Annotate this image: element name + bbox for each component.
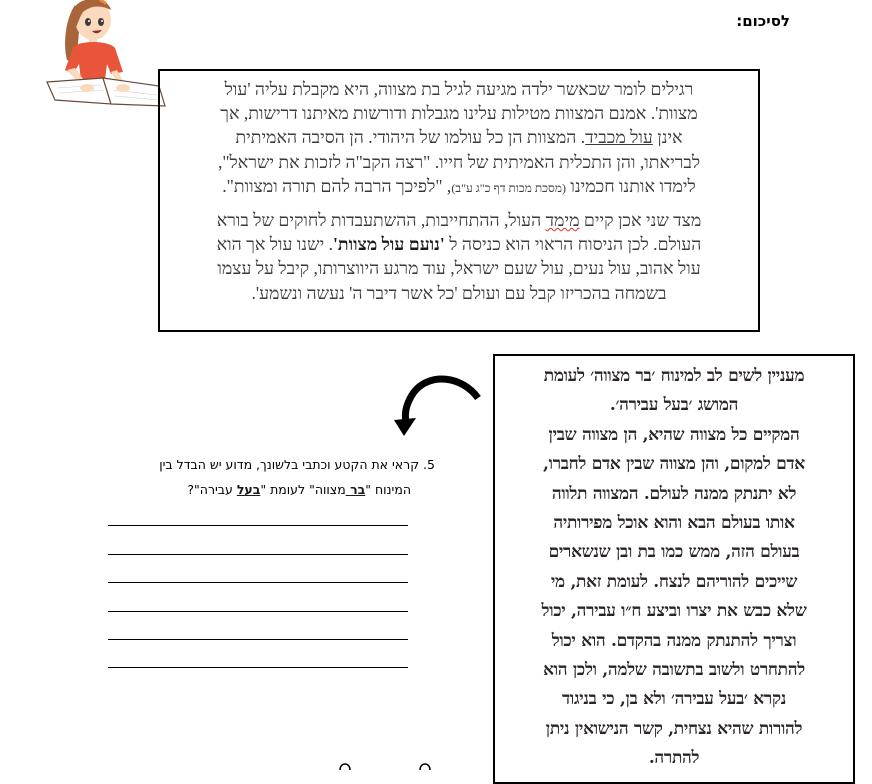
girl-reading-illustration: [45, 0, 170, 108]
answer-line-1[interactable]: [108, 525, 408, 526]
answer-line-5[interactable]: [108, 639, 408, 640]
underlined-phrase: עול מכביד: [585, 127, 653, 148]
side-note-line: המקיים כל מצווה שהיא, הן מצווה שבין: [548, 424, 800, 445]
paragraph-1: רגילים לומר שכאשר ילדה מגיעה לגיל בת מצווה, היא מקבלת עליה 'עול מצוות'. אמנם המצוות מטילות עלינו מגבלות ודורשות מאיתנו דרישות, אך אינן עול מכביד. המצוות הן כל עולמו של היהודי. הן הסיבה האמיתית לבריאתו, והן התכלית האמיתית של חייו. "רצה הקב"ה לזכות את ישראל", לימדו אותנו חכמינו (מסכת מכות דף כ"ג ע"ב), "לפיכך הרבה להם תורה ומצוות".: [217, 79, 701, 196]
question-line-1: 5. קראי את הקטע וכתבי בלשונך, מדוע יש הבדל בין: [159, 457, 435, 472]
question-line-2: המינוח "בר מצווה" לעומת "בעל עבירה"?: [187, 482, 411, 497]
side-note-line: להתרה.: [648, 748, 700, 769]
curved-arrow-icon: [390, 370, 490, 440]
side-note-line: אדם למקום, והן מצווה שבין אדם לחברו,: [543, 454, 805, 475]
answer-line-2[interactable]: [108, 554, 408, 555]
term-bar: בר: [345, 482, 366, 497]
side-note-line: בעולם הזה, ממש כמו בת ובן שנשארים: [548, 542, 800, 563]
side-note-line: שלא כבש את יצרו וביצע ח״ו עבירה, יכול: [541, 601, 807, 622]
side-note-line: המושג ׳בעל עבירה׳.: [609, 395, 739, 416]
side-note-line: להתחרט ולשוב בתשובה שלמה, ולכן הוא: [543, 660, 805, 681]
side-note-line: אותו בעולם הבא והוא אוכל מפירותיה: [553, 513, 795, 534]
paragraph-2: מצד שני אכן קיים מימד העול, ההתחייבות, ההשתעבדות לחוקים של בורא העולם. לכן הניסוח הראוי הוא כניסה ל 'נועם עול מצוות'. ישנו עול אך הוא עול אהוב, עול נעים, עול שעם ישראל, עוד מרגע היווצרותו, קיבל על עצמו בשמחה בהכריזו קבל עם ועולם 'כל אשר דיבר ה' נעשה ונשמע'.: [216, 210, 702, 303]
bold-phrase: 'נועם עול מצוות': [332, 234, 445, 255]
side-note-line: מעניין לשים לב למינוח ׳בר מצווה׳ לעומת: [543, 366, 805, 386]
side-note-box: [493, 354, 855, 784]
side-note-line: להורות שהיא נצחית, קשר הנישואין ניתן: [545, 718, 803, 739]
cut-off-footer-marks: [338, 760, 438, 772]
citation: (מסכת מכות דף כ"ג ע"ב): [451, 180, 566, 195]
main-text-box: [158, 69, 760, 332]
term-baal: בעל: [236, 482, 261, 497]
side-note-line: שייכים להוריהם לנצח. לעומת זאת, מי: [550, 571, 798, 592]
question-5: [95, 452, 435, 502]
side-note-line: וצריך להתנתק ממנה בהקדם. הוא יכול: [551, 630, 797, 651]
answer-line-3[interactable]: [108, 582, 408, 583]
answer-line-4[interactable]: [108, 611, 408, 612]
side-note-line: לא יתנתק ממנה לעולם. המצווה תלווה: [551, 483, 797, 504]
spellcheck-word: מימד: [545, 210, 580, 231]
side-note-line: נקרא ׳בעל עבירה׳ ולא בן, כי בניגוד: [562, 689, 786, 710]
answer-line-6[interactable]: [108, 667, 408, 668]
summary-heading: לסיכום:: [736, 12, 790, 30]
